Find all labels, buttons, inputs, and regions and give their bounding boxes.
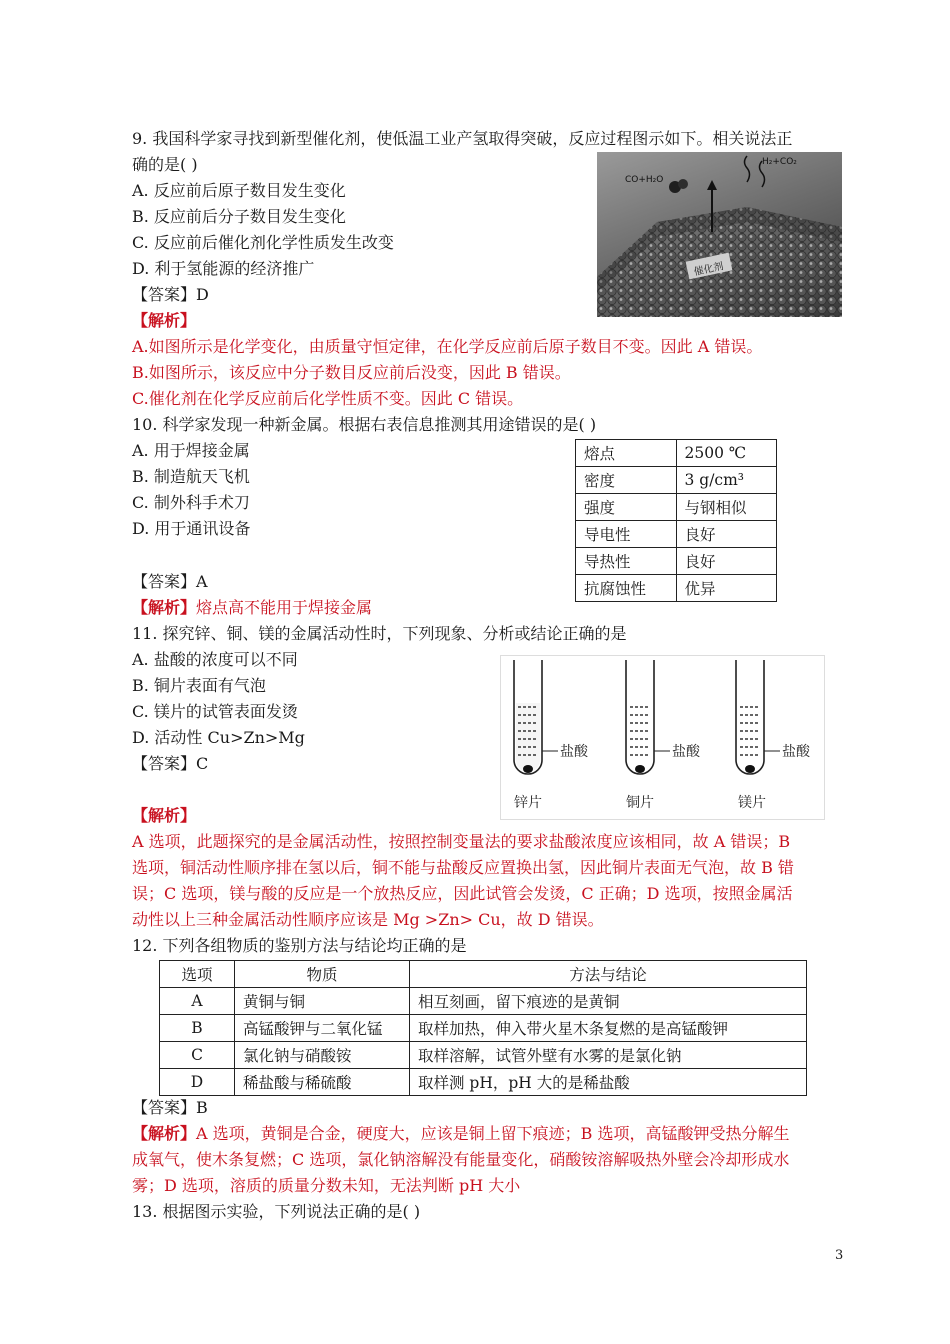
- column-header: 方法与结论: [410, 961, 807, 988]
- acid-label: 盐酸: [672, 744, 700, 760]
- q9-option-d: D. 利于氢能源的经济推广: [132, 259, 315, 278]
- table-cell: 相互刻画，留下痕迹的是黄铜: [410, 988, 807, 1015]
- q11-option-b: B. 铜片表面有气泡: [132, 676, 266, 695]
- q10-analysis-text: 熔点高不能用于焊接金属: [196, 598, 373, 617]
- q11-analysis-title: 【解析】: [132, 806, 197, 825]
- q12-analysis-text: A 选项，黄铜是合金，硬度大，应该是铜上留下痕迹；B 选项，高锰酸钾受热分解生: [196, 1124, 790, 1143]
- catalyst-label: 催化剂: [692, 261, 725, 279]
- property-value: 良好: [676, 521, 777, 548]
- q9-analysis-line2: B.如图所示，该反应中分子数目反应前后没变，因此 B 错误。: [132, 363, 571, 382]
- q11-answer: 【答案】C: [132, 754, 209, 773]
- property-name: 导电性: [576, 521, 677, 548]
- table-cell: 氯化钠与硝酸铵: [235, 1042, 410, 1069]
- zinc-test-tube: [514, 660, 589, 811]
- table-row: [160, 988, 807, 1015]
- q9-analysis-title: 【解析】: [132, 311, 197, 330]
- q10-option-b: B. 制造航天飞机: [132, 467, 250, 486]
- table-cell: D: [160, 1069, 235, 1096]
- metal-properties-table: [575, 439, 777, 602]
- table-row: [160, 1069, 807, 1096]
- table-row: [576, 467, 777, 494]
- q11-analysis-line1: A 选项，此题探究的是金属活动性，按照控制变量法的要求盐酸浓度应该相同，故 A 错误；B: [132, 832, 791, 851]
- q12-answer: 【答案】B: [132, 1098, 208, 1117]
- page-number: 3: [835, 1248, 844, 1263]
- q10-answer: 【答案】A: [132, 572, 208, 591]
- magnesium-test-tube: [736, 660, 811, 811]
- q9-analysis-line3: C.催化剂在化学反应前后化学性质不变。因此 C 错误。: [132, 389, 524, 408]
- property-name: 密度: [576, 467, 677, 494]
- table-cell: A: [160, 988, 235, 1015]
- q9-option-c: C. 反应前后催化剂化学性质发生改变: [132, 233, 394, 252]
- property-name: 熔点: [576, 440, 677, 467]
- property-value: 良好: [676, 548, 777, 575]
- table-row: [160, 1015, 807, 1042]
- q9-stem-line1: 9. 我国科学家寻找到新型催化剂，使低温工业产氢取得突破，反应过程图示如下。相关说法正: [132, 129, 793, 148]
- table-row: [576, 575, 777, 602]
- column-header: 物质: [235, 961, 410, 988]
- property-name: 导热性: [576, 548, 677, 575]
- q9-answer: 【答案】D: [132, 285, 209, 304]
- q11-stem: 11. 探究锌、铜、镁的金属活动性时，下列现象、分析或结论正确的是: [132, 624, 627, 643]
- q12-analysis-line3: 雾；D 选项，溶质的质量分数未知，无法判断 pH 大小: [132, 1176, 521, 1195]
- q9-option-a: A. 反应前后原子数目发生变化: [132, 181, 346, 200]
- q12-stem: 12. 下列各组物质的鉴别方法与结论均正确的是: [132, 936, 467, 955]
- property-name: 抗腐蚀性: [576, 575, 677, 602]
- acid-label: 盐酸: [782, 744, 810, 760]
- copper-test-tube: [626, 660, 701, 811]
- q12-analysis-line2: 成氧气，使木条复燃；C 选项，氯化钠溶解没有能量变化，硝酸铵溶解吸热外壁会冷却形成水: [132, 1150, 790, 1169]
- table-cell: 取样测 pH，pH 大的是稀盐酸: [410, 1069, 807, 1096]
- table-cell: 取样溶解，试管外壁有水雾的是氯化钠: [410, 1042, 807, 1069]
- table-cell: 取样加热，伸入带火星木条复燃的是高锰酸钾: [410, 1015, 807, 1042]
- table-row: [576, 494, 777, 521]
- q10-option-c: C. 制外科手术刀: [132, 493, 250, 512]
- q11-option-a: A. 盐酸的浓度可以不同: [132, 650, 298, 669]
- table-row: [576, 548, 777, 575]
- magnesium-label: 镁片: [738, 795, 766, 811]
- q9-option-b: B. 反应前后分子数目发生变化: [132, 207, 346, 226]
- q11-analysis-line2: 选项，铜活动性顺序排在氢以后，铜不能与盐酸反应置换出氢，因此铜片表面无气泡，故 B 错: [132, 858, 794, 877]
- identification-table: [159, 960, 807, 1096]
- q10-analysis-title: 【解析】: [132, 598, 197, 617]
- q10-option-d: D. 用于通讯设备: [132, 519, 251, 538]
- table-row: [576, 440, 777, 467]
- q10-analysis: [132, 597, 372, 619]
- table-cell: 稀盐酸与稀硫酸: [235, 1069, 410, 1096]
- property-value: 优异: [676, 575, 777, 602]
- q11-analysis-line3: 误；C 选项，镁与酸的反应是一个放热反应，因此试管会发烫，C 正确；D 选项，按照金属活: [132, 884, 793, 903]
- q13-stem: 13. 根据图示实验，下列说法正确的是( ): [132, 1202, 421, 1221]
- table-row: [160, 1042, 807, 1069]
- table-cell: 黄铜与铜: [235, 988, 410, 1015]
- table-row: [576, 521, 777, 548]
- acid-label: 盐酸: [560, 744, 588, 760]
- column-header: 选项: [160, 961, 235, 988]
- table-header-row: [160, 961, 807, 988]
- table-cell: C: [160, 1042, 235, 1069]
- q9-stem-line2: 确的是( ): [132, 155, 198, 174]
- q11-option-d: D. 活动性 Cu>Zn>Mg: [132, 728, 305, 747]
- q12-analysis-line1: [132, 1123, 790, 1145]
- h2-co2-label: H₂+CO₂: [762, 157, 797, 167]
- catalyst-reaction-photo: [597, 152, 842, 317]
- copper-label: 铜片: [626, 795, 654, 811]
- q9-analysis-line1: A.如图所示是化学变化，由质量守恒定律，在化学反应前后原子数目不变。因此 A 错误。: [132, 337, 763, 356]
- table-cell: 高锰酸钾与二氧化锰: [235, 1015, 410, 1042]
- q10-option-a: A. 用于焊接金属: [132, 441, 250, 460]
- co-h2o-label: CO+H₂O: [625, 175, 664, 185]
- q10-stem: 10. 科学家发现一种新金属。根据右表信息推测其用途错误的是( ): [132, 415, 597, 434]
- table-cell: B: [160, 1015, 235, 1042]
- property-name: 强度: [576, 494, 677, 521]
- zinc-label: 锌片: [514, 795, 542, 811]
- property-value: 2500 ℃: [676, 440, 777, 467]
- property-value: 与钢相似: [676, 494, 777, 521]
- q11-analysis-line4: 动性以上三种金属活动性顺序应该是 Mg >Zn> Cu，故 D 错误。: [132, 910, 604, 929]
- test-tubes-figure: [500, 655, 825, 820]
- property-value: 3 g/cm³: [676, 467, 777, 494]
- q11-option-c: C. 镁片的试管表面发烫: [132, 702, 298, 721]
- q12-analysis-title: 【解析】: [132, 1124, 197, 1143]
